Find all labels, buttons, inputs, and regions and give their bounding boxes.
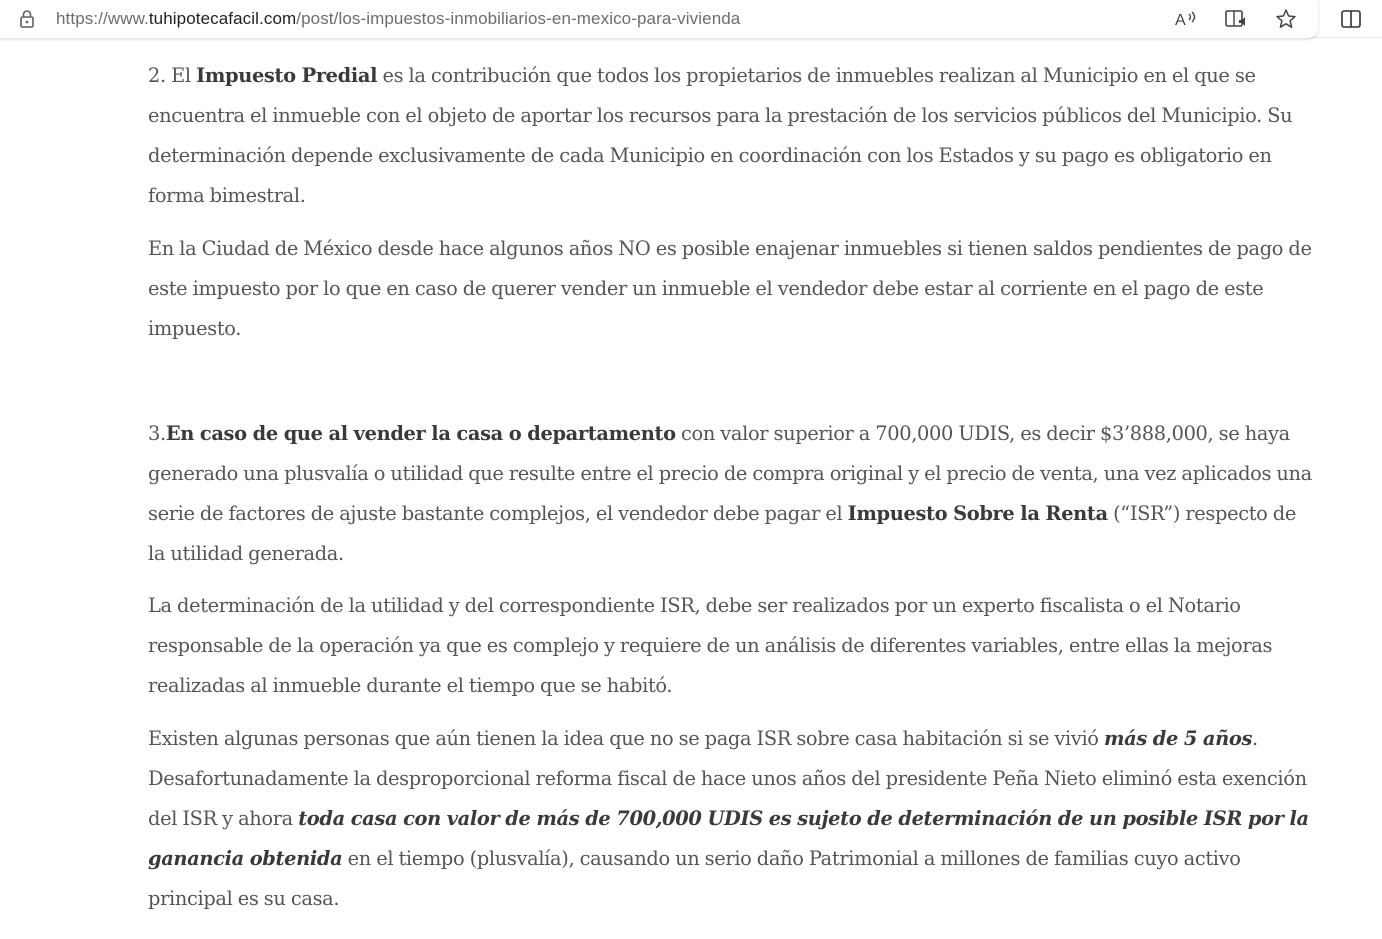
browser-toolbar [0, 0, 1382, 38]
paragraph-isr [148, 414, 1318, 574]
paragraph-impuesto-predial [148, 56, 1318, 216]
bold-term: Impuesto Predial [196, 64, 378, 87]
text-span: con valor superior a 700,000 UDIS, es decir $3’888,000, se haya generado una plusvalía o utilidad que resulte entre el precio de compra original y el precio de venta, una vez aplicados una serie de factores de ajuste bastante complejos, el vendedor debe pagar el [148, 422, 1312, 525]
article-body [148, 56, 1318, 919]
address-bar[interactable] [0, 0, 1318, 38]
bold-italic-term: toda casa con valor de más de 700,000 UDIS es sujeto de determinación de un posible ISR por la ganancia obtenida [148, 807, 1309, 870]
bold-italic-term: más de 5 años [1103, 727, 1253, 750]
url-prefix: https://www. [56, 9, 149, 28]
paragraph-determinacion: La determinación de la utilidad y del correspondiente ISR, debe ser realizados por un experto fiscalista o el Notario responsable de la operación ya que es complejo y requiere de un análisis de diferentes variables, entre ellas la mejoras realizadas al inmueble durante el tiempo que se habitó. [148, 594, 1273, 697]
text-span: 2. El [148, 64, 197, 87]
favorite-star-icon[interactable] [1274, 7, 1298, 31]
text-span: Existen algunas personas que aún tienen la idea que no se paga ISR sobre casa habitación si se vivió [148, 727, 1104, 750]
paragraph-exencion [148, 719, 1318, 919]
split-screen-icon[interactable] [1339, 7, 1363, 31]
text-span: (“ISR”) respecto de la utilidad generada. [148, 502, 1296, 565]
text-span: en el tiempo (plusvalía), causando un serio daño Patrimonial a millones de familias cuyo activo principal es su casa. [148, 847, 1241, 910]
bold-term: Impuesto Sobre la Renta [847, 502, 1108, 525]
paragraph-cdmx: En la Ciudad de México desde hace algunos años NO es posible enajenar inmuebles si tienen saldos pendientes de pago de este impuesto por lo que en caso de querer vender un inmueble el vendedor debe estar al corriente en el pago de este impuesto. [148, 237, 1312, 340]
url-text[interactable] [56, 9, 740, 29]
url-domain: tuhipotecafacil.com [148, 9, 297, 28]
lock-icon[interactable] [18, 9, 36, 29]
svg-text:A: A [1175, 12, 1186, 29]
url-path: /post/los-impuestos-inmobiliarios-en-mexico-para-vivienda [296, 9, 741, 28]
text-span: es la contribución que todos los propietarios de inmuebles realizan al Municipio en el que se encuentra el inmueble con el objeto de aportar los recursos para la prestación de los servicios públicos del Municipio. Su determinación depende exclusivamente de cada Municipio en coordinación con los Estados y su pago es obligatorio en forma bimestral. [148, 64, 1293, 207]
bold-term: En caso de que al vender la casa o departamento [165, 422, 676, 445]
read-aloud-icon[interactable] [1174, 7, 1198, 31]
text-span: 3. [148, 422, 166, 445]
immersive-reader-icon[interactable] [1224, 7, 1248, 31]
text-span: . Desafortunadamente la desproporcional reforma fiscal de hace unos años del presidente Peña Nieto eliminó esta exención del ISR y ahora [148, 727, 1307, 830]
